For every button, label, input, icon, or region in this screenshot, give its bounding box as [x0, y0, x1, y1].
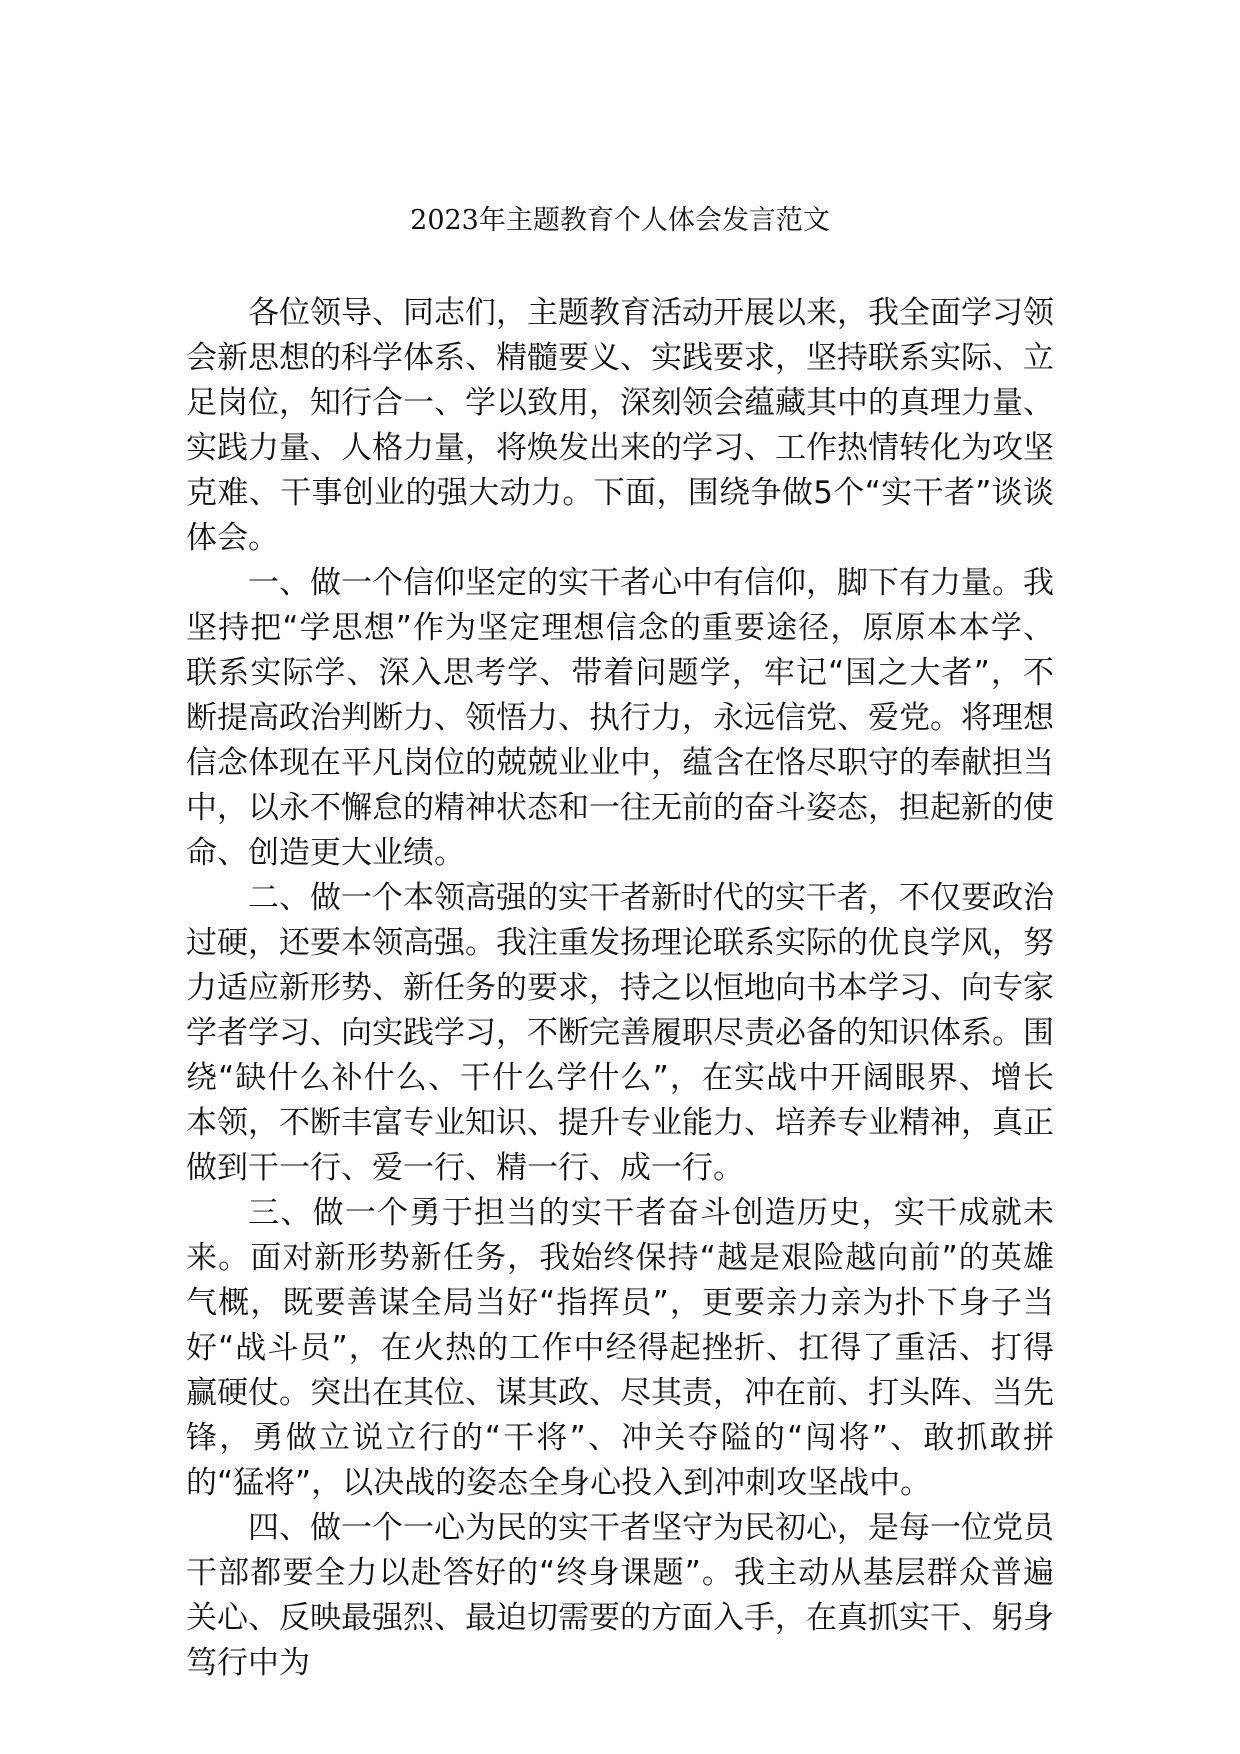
document-body	[186, 291, 1054, 1686]
paragraph-section-1: 一、做一个信仰坚定的实干者心中有信仰，脚下有力量。我坚持把“学思想”作为坚定理想信念的重要途径，原原本本学、联系实际学、深入思考学、带着问题学，牢记“国之大者”，不断提高政治判断力、领悟力、执行力，永远信党、爱党。将理想信念体现在平凡岗位的兢兢业业中，蕴含在恪尽职守的奉献担当中，以永不懈怠的精神状态和一往无前的奋斗姿态，担起新的使命、创造更大业绩。	[186, 565, 1054, 871]
document-title: 2023年主题教育个人体会发言范文	[410, 205, 830, 236]
paragraph-section-4: 四、做一个一心为民的实干者坚守为民初心，是每一位党员干部都要全力以赴答好的“终身课题”。我主动从基层群众普遍关心、反映最强烈、最迫切需要的方面入手，在真抓实干、躬身笃行中为	[186, 1510, 1054, 1681]
paragraph-section-2: 二、做一个本领高强的实干者新时代的实干者，不仅要政治过硬，还要本领高强。我注重发扬理论联系实际的优良学风，努力适应新形势、新任务的要求，持之以恒地向书本学习、向专家学者学习、向实践学习，不断完善履职尽责必备的知识体系。围绕“缺什么补什么、干什么学什么”，在实战中开阔眼界、增长本领，不断丰富专业知识、提升专业能力、培养专业精神，真正做到干一行、爱一行、精一行、成一行。	[186, 880, 1054, 1186]
paragraph-section-3: 三、做一个勇于担当的实干者奋斗创造历史，实干成就未来。面对新形势新任务，我始终保持“越是艰险越向前”的英雄气概，既要善谋全局当好“指挥员”，更要亲力亲为扑下身子当好“战斗员”，在火热的工作中经得起挫折、扛得了重活、打得赢硬仗。突出在其位、谋其政、尽其责，冲在前、打头阵、当先锋，勇做立说立行的“干将”、冲关夺隘的“闯将”、敢抓敢拼的“猛将”，以决战的姿态全身心投入到冲刺攻坚战中。	[186, 1195, 1054, 1501]
paragraph-intro: 各位领导、同志们，主题教育活动开展以来，我全面学习领会新思想的科学体系、精髓要义、实践要求，坚持联系实际、立足岗位，知行合一、学以致用，深刻领会蕴藏其中的真理力量、实践力量、人格力量，将焕发出来的学习、工作热情转化为攻坚克难、干事创业的强大动力。下面，围绕争做5个“实干者”谈谈体会。	[186, 295, 1054, 556]
